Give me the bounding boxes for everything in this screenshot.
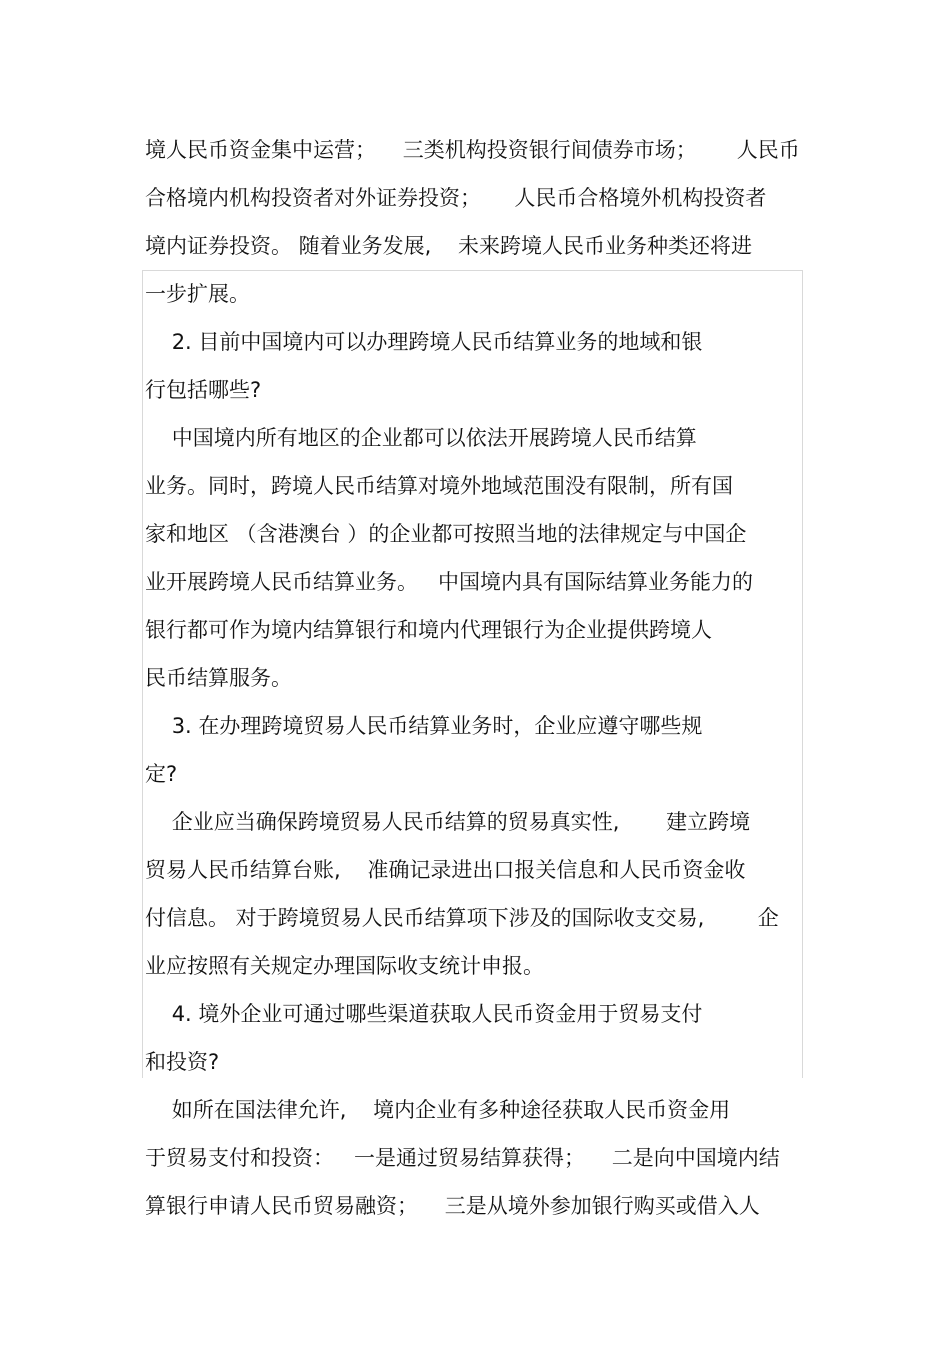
text-line: 家和地区 （含港澳台 ）的企业都可按照当地的法律规定与中国企	[145, 522, 747, 546]
text-line: 合格境内机构投资者对外证券投资； 人民币合格境外机构投资者	[145, 186, 767, 210]
text-line: 业开展跨境人民币结算业务。 中国境内具有国际结算业务能力的	[145, 570, 754, 594]
text-line: 如所在国法律允许, 境内企业有多种途径获取人民币资金用	[145, 1098, 731, 1122]
question-heading: 和投资?	[145, 1050, 220, 1074]
text-line: 境人民币资金集中运营； 三类机构投资银行间债券市场； 人民币	[145, 138, 800, 162]
question-heading: 2. 目前中国境内可以办理跨境人民币结算业务的地域和银	[145, 330, 703, 354]
question-heading: 定?	[145, 762, 178, 786]
text-line: 境内证券投资。 随着业务发展, 未来跨境人民币业务种类还将进	[145, 234, 753, 258]
text-line: 贸易人民币结算台账, 准确记录进出口报关信息和人民币资金收	[145, 858, 746, 882]
text-line: 银行都可作为境内结算银行和境内代理银行为企业提供跨境人	[145, 618, 712, 642]
text-line: 算银行申请人民币贸易融资； 三是从境外参加银行购买或借入人	[145, 1194, 760, 1218]
question-heading: 行包括哪些?	[145, 378, 262, 402]
text-line: 于贸易支付和投资： 一是通过贸易结算获得； 二是向中国境内结	[145, 1146, 780, 1170]
question-heading: 3. 在办理跨境贸易人民币结算业务时，企业应遵守哪些规	[145, 714, 703, 738]
text-line: 业务。同时，跨境人民币结算对境外地域范围没有限制，所有国	[145, 474, 733, 498]
text-line: 企业应当确保跨境贸易人民币结算的贸易真实性, 建立跨境	[145, 810, 751, 834]
text-line: 一步扩展。	[145, 282, 250, 306]
text-line: 中国境内所有地区的企业都可以依法开展跨境人民币结算	[145, 426, 697, 450]
question-heading: 4. 境外企业可通过哪些渠道获取人民币资金用于贸易支付	[145, 1002, 703, 1026]
text-line: 付信息。 对于跨境贸易人民币结算项下涉及的国际收支交易, 企	[145, 906, 779, 930]
text-line: 民币结算服务。	[145, 666, 292, 690]
text-line: 业应按照有关规定办理国际收支统计申报。	[145, 954, 544, 978]
